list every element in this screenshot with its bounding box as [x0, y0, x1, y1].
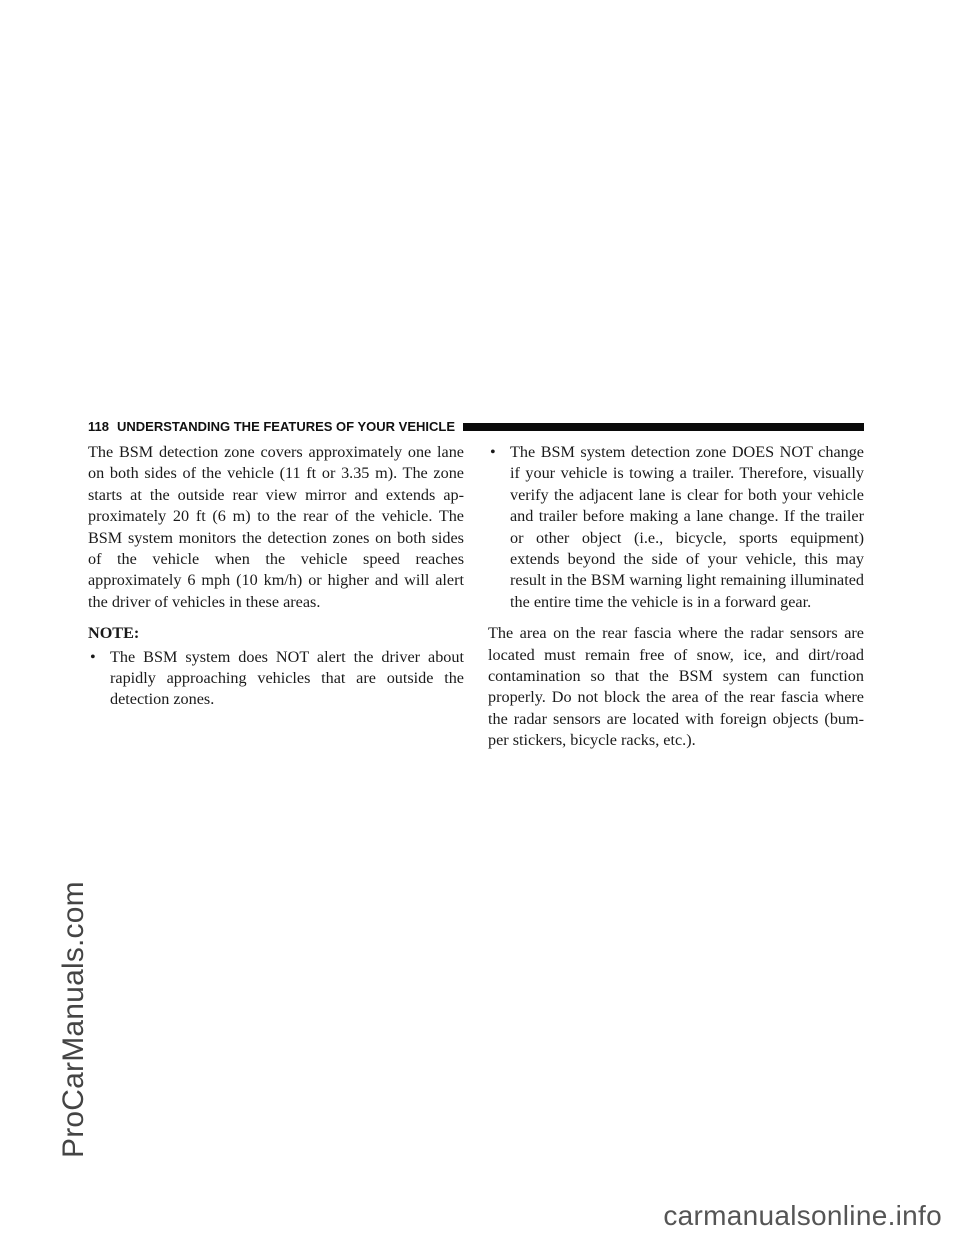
bsm-detection-zone-paragraph: The BSM detection zone covers approximately one lane on both sides of the vehicle (11 ft or 3.35 m). The zone starts at the outside rear view mirror and extends ap-proximately 20 ft (6 m) to the rear of the vehicle. The BSM system monitors the detection zones on both sides of the vehicle when the vehicle speed reaches approximately 6 mph (10 km/h) or higher and will alert the driver of vehicles in these areas. — [88, 443, 464, 611]
note-label: NOTE: — [88, 624, 140, 643]
list-item — [88, 647, 464, 711]
bullet-text: The BSM system does NOT alert the driver about rapidly approaching vehicles that are outside the detection zones. — [110, 647, 464, 709]
side-watermark: ProCarManuals.com — [57, 881, 90, 1158]
right-column — [488, 442, 864, 762]
bullet-icon: • — [490, 443, 496, 461]
radar-sensor-paragraph: The area on the rear fascia where the radar sensors are located must remain free of snow, ice, and dirt/road contamination so that the BSM system can function properly. Do not block the area of the rear fascia where the radar sensors are located with foreign objects (bum-per stickers, bicycle racks, etc.). — [488, 624, 864, 750]
page-header — [88, 419, 864, 435]
list-item — [488, 442, 864, 613]
page-number: 118 — [88, 419, 109, 434]
bullet-text: The BSM system detection zone DOES NOT change if your vehicle is towing a trailer. Therefore, visually verify the adjacent lane is clear for both your vehicle and trailer before making a lane change. If the trailer or other object (i.e., bicycle, sports equipment) extends beyond the side of your vehicle, this may result in the BSM warning light remaining illuminated the entire time the vehicle is in a forward gear. — [510, 443, 864, 611]
header-rule-bar — [463, 423, 864, 431]
bullet-icon: • — [90, 647, 96, 666]
section-title: UNDERSTANDING THE FEATURES OF YOUR VEHICLE — [116, 419, 456, 434]
left-column — [88, 442, 464, 721]
bottom-watermark: carmanualsonline.info — [663, 1200, 942, 1231]
